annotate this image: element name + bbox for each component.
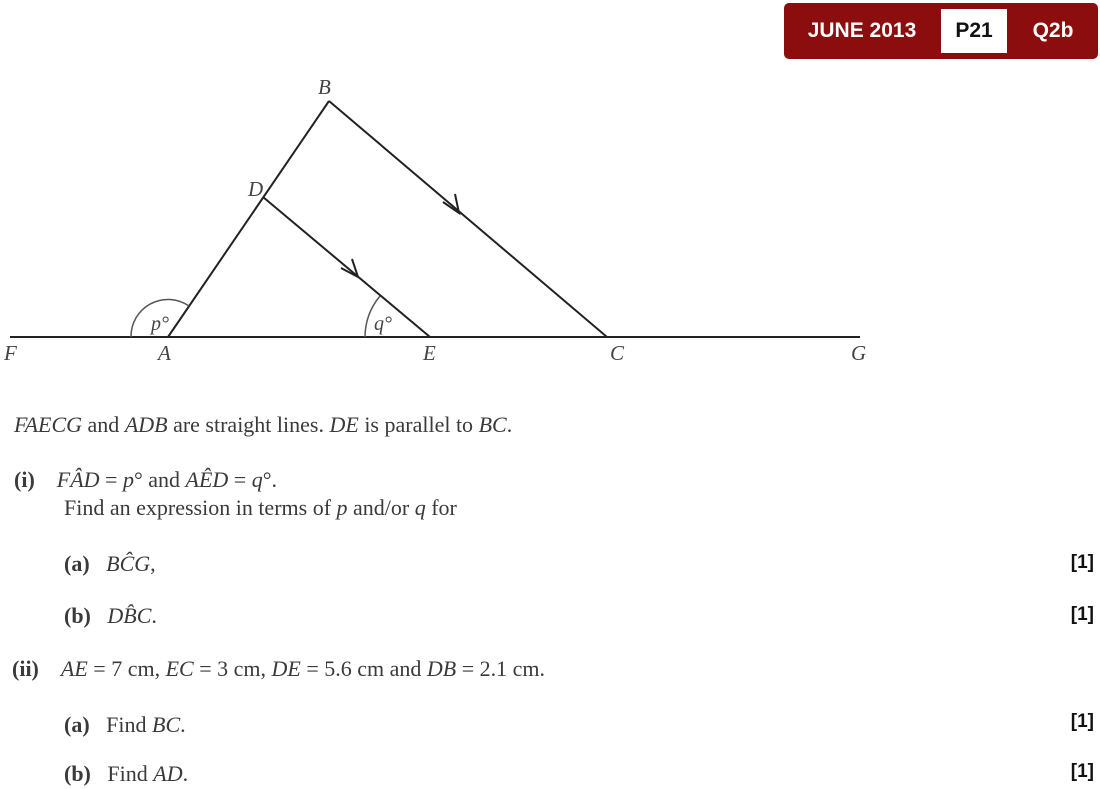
part-ii-b-marks: [1]: [1070, 761, 1094, 782]
part-i-instruction: Find an expression in terms of p and/or q for: [64, 495, 457, 520]
part-ii-label: (ii): [12, 656, 39, 681]
line-DE: [263, 197, 430, 337]
exam-session: JUNE 2013: [807, 19, 917, 42]
angle-label-q: q°: [374, 313, 392, 335]
label-C: C: [610, 341, 625, 365]
label-E: E: [423, 341, 436, 365]
part-ii-a-marks: [1]: [1070, 711, 1094, 732]
label-G: G: [851, 341, 867, 365]
part-i-a-marks: [1]: [1070, 552, 1094, 573]
part-i-label: (i): [14, 467, 35, 492]
question-intro: FAECG and ADB are straight lines. DE is parallel to BC.: [14, 412, 513, 437]
part-i-a-label: (a): [64, 551, 90, 576]
line-AB: [168, 101, 329, 337]
part-ii-given: (ii) AE = 7 cm, EC = 3 cm, DE = 5.6 cm and DB = 2.1 cm.: [12, 656, 546, 681]
line-BC: [329, 101, 607, 337]
part-i-b-label: (b): [64, 603, 91, 628]
angle-label-p: p°: [151, 313, 169, 335]
question-number: Q2b: [1032, 19, 1074, 42]
part-i-given: (i) FÂD = p° and AÊD = q°.: [14, 467, 278, 492]
part-ii-a-label: (a): [64, 712, 90, 737]
label-D: D: [248, 177, 264, 201]
part-i-b: (b) DB̂C.: [64, 603, 157, 628]
part-i-b-marks: [1]: [1070, 604, 1094, 625]
label-B: B: [318, 75, 331, 99]
part-ii-a: (a) Find BC.: [64, 712, 186, 737]
paper-number: P21: [941, 9, 1007, 53]
part-ii-b: (b) Find AD.: [64, 761, 189, 786]
part-ii-b-label: (b): [64, 761, 91, 786]
label-F: F: [4, 341, 17, 365]
part-i-a: (a) BĈG,: [64, 551, 156, 576]
label-A: A: [158, 341, 171, 365]
